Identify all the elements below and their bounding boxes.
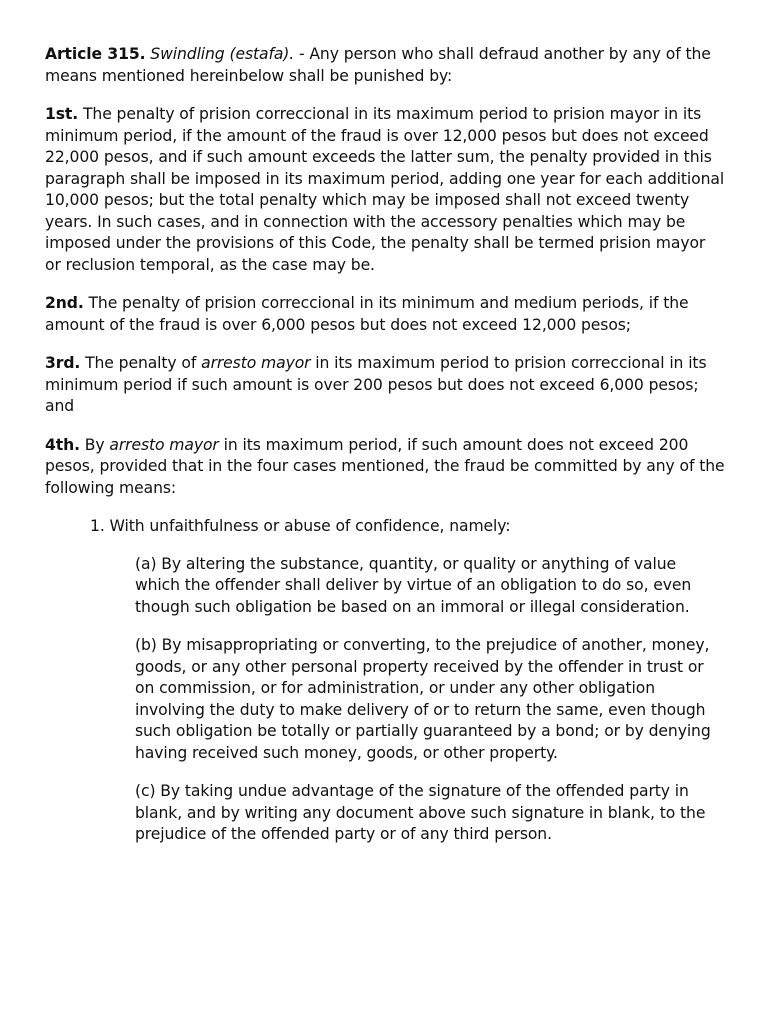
penalty-3rd-text-before: The penalty of	[80, 354, 202, 372]
penalty-2nd-label: 2nd.	[45, 294, 84, 312]
means-item-1c: (c) By taking undue advantage of the signature of the offended party in blank, and by writing any document above such signature in blank, to the prejudice of the offended party or of any third person.	[135, 782, 706, 843]
article-text: - Any person who shall defraud another by any of the means mentioned hereinbelow shall be punished by:	[45, 45, 711, 85]
penalty-3rd-paragraph	[45, 353, 725, 418]
document-page	[45, 44, 725, 863]
article-paragraph	[45, 44, 725, 87]
means-item-1: 1. With unfaithfulness or abuse of confidence, namely:	[90, 517, 511, 535]
penalty-1st-text: The penalty of prision correccional in its maximum period to prision mayor in its minimum period, if the amount of the fraud is over 12,000 pesos but does not exceed 22,000 pesos, and if such amount exceeds the latter sum, the penalty provided in this paragraph shall be imposed in its maximum period, adding one year for each additional 10,000 pesos; but the total penalty which may be imposed shall not exceed twenty years. In such cases, and in connection with the accessory penalties which may be imposed under the provisions of this Code, the penalty shall be termed prision mayor or reclusion temporal, as the case may be.	[45, 105, 725, 274]
penalty-4th-text-before: By	[79, 435, 110, 454]
penalty-4th-text-after: in its maximum period, if such amount does not exceed 200 pesos, provided that in the four cases mentioned, the fraud be committed by any of the following means:	[45, 435, 725, 497]
means-item-1b: (b) By misappropriating or converting, to the prejudice of another, money, goods, or any other personal property received by the offender in trust or on commission, or for administration, or under any other obligation involving the duty to make delivery of or to return the same, even though such obligation be totally or partially guaranteed by a bond; or by denying having received such money, goods, or other property.	[135, 636, 711, 762]
penalty-1st-paragraph	[45, 104, 725, 276]
article-title: Swindling (estafa).	[150, 45, 295, 63]
means-item-1a: (a) By altering the substance, quantity, or quality or anything of value which the offender shall deliver by virtue of an obligation to do so, even though such obligation be based on an immoral or illegal consideration.	[135, 554, 692, 616]
penalty-4th-italic: arresto mayor	[109, 435, 219, 454]
penalty-2nd-text: The penalty of prision correccional in its minimum and medium periods, if the amount of the fraud is over 6,000 pesos but does not exceed 12,000 pesos;	[45, 294, 689, 334]
penalty-2nd-paragraph	[45, 293, 725, 336]
penalty-3rd-italic: arresto mayor	[201, 354, 311, 372]
article-label: Article 315.	[45, 45, 146, 63]
penalty-1st-label: 1st.	[45, 105, 79, 123]
penalty-3rd-label: 3rd.	[45, 354, 81, 372]
penalty-4th-paragraph	[45, 435, 725, 500]
penalty-3rd-text-after: in its maximum period to prision correccional in its minimum period if such amount is over 200 pesos but does not exceed 6,000 pesos; and	[45, 354, 707, 415]
penalty-4th-label: 4th.	[45, 435, 80, 454]
